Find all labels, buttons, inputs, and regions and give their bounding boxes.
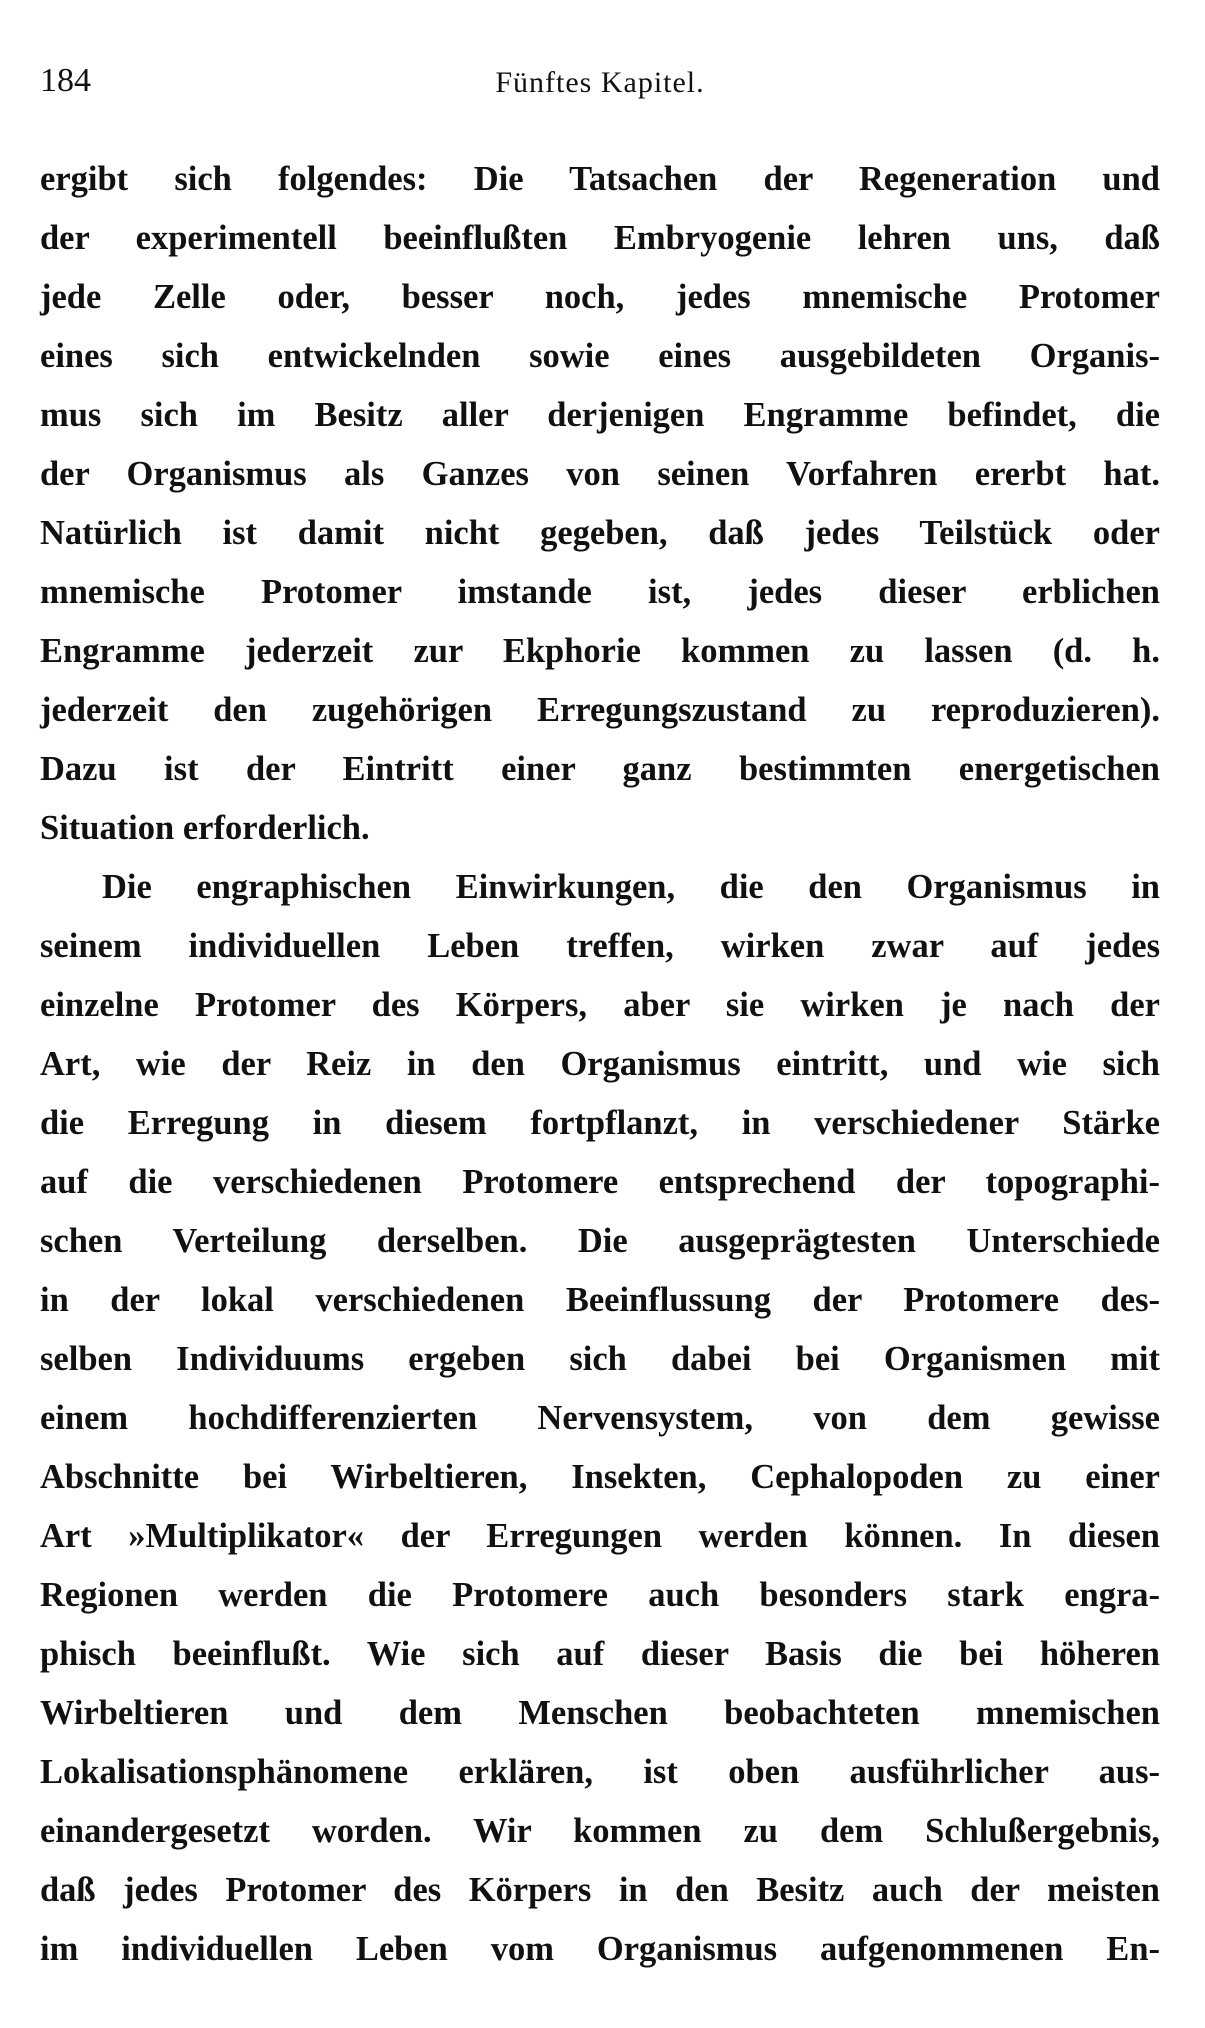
text-line: Engramme jederzeit zur Ekphorie kommen zu lassen (d. h. bbox=[40, 632, 1160, 670]
page-header bbox=[40, 62, 1160, 112]
text-line: jederzeit den zugehörigen Erregungszustand zu reproduzieren). bbox=[40, 691, 1160, 729]
text-line: mus sich im Besitz aller derjenigen Engramme befindet, die bbox=[40, 396, 1160, 434]
text-line: seinem individuellen Leben treffen, wirken zwar auf jedes bbox=[40, 927, 1160, 965]
text-line: ergibt sich folgendes: Die Tatsachen der Regeneration und bbox=[40, 160, 1160, 198]
text-line: im individuellen Leben vom Organismus aufgenommenen En- bbox=[40, 1930, 1160, 1968]
text-line: Dazu ist der Eintritt einer ganz bestimmten energetischen bbox=[40, 750, 1160, 788]
text-line: Situation erforderlich. bbox=[40, 809, 370, 847]
text-line: der experimentell beeinflußten Embryogenie lehren uns, daß bbox=[40, 219, 1160, 257]
text-line: Wirbeltieren und dem Menschen beobachteten mnemischen bbox=[40, 1694, 1160, 1732]
text-line: Die engraphischen Einwirkungen, die den Organismus in bbox=[102, 868, 1160, 906]
text-line: selben Individuums ergeben sich dabei bei Organismen mit bbox=[40, 1340, 1160, 1378]
text-line: Abschnitte bei Wirbeltieren, Insekten, Cephalopoden zu einer bbox=[40, 1458, 1160, 1496]
body-text bbox=[40, 150, 1160, 1979]
text-line: auf die verschiedenen Protomere entsprechend der topographi- bbox=[40, 1163, 1160, 1201]
text-line: Natürlich ist damit nicht gegeben, daß jedes Teilstück oder bbox=[40, 514, 1160, 552]
text-line: Art »Multiplikator« der Erregungen werden können. In diesen bbox=[40, 1517, 1160, 1555]
text-line: in der lokal verschiedenen Beeinflussung der Protomere des- bbox=[40, 1281, 1160, 1319]
text-line: die Erregung in diesem fortpflanzt, in verschiedener Stärke bbox=[40, 1104, 1160, 1142]
text-line: Regionen werden die Protomere auch besonders stark engra- bbox=[40, 1576, 1160, 1614]
paragraph-2 bbox=[40, 858, 1160, 1979]
text-line: phisch beeinflußt. Wie sich auf dieser Basis die bei höheren bbox=[40, 1635, 1160, 1673]
text-line: einandergesetzt worden. Wir kommen zu dem Schlußergebnis, bbox=[40, 1812, 1160, 1850]
text-line: der Organismus als Ganzes von seinen Vorfahren ererbt hat. bbox=[40, 455, 1160, 493]
text-line: einzelne Protomer des Körpers, aber sie wirken je nach der bbox=[40, 986, 1160, 1024]
text-line: jede Zelle oder, besser noch, jedes mnemische Protomer bbox=[40, 278, 1160, 316]
text-line: mnemische Protomer imstande ist, jedes dieser erblichen bbox=[40, 573, 1160, 611]
text-line: Lokalisationsphänomene erklären, ist oben ausführlicher aus- bbox=[40, 1753, 1160, 1791]
page-number: 184 bbox=[40, 62, 91, 99]
text-line: schen Verteilung derselben. Die ausgeprägtesten Unterschiede bbox=[40, 1222, 1160, 1260]
paragraph-1 bbox=[40, 150, 1160, 858]
text-line: Art, wie der Reiz in den Organismus eintritt, und wie sich bbox=[40, 1045, 1160, 1083]
running-head: Fünftes Kapitel. bbox=[495, 66, 705, 99]
text-line: eines sich entwickelnden sowie eines ausgebildeten Organis- bbox=[40, 337, 1160, 375]
text-line: einem hochdifferenzierten Nervensystem, von dem gewisse bbox=[40, 1399, 1160, 1437]
text-line: daß jedes Protomer des Körpers in den Besitz auch der meisten bbox=[40, 1871, 1160, 1909]
